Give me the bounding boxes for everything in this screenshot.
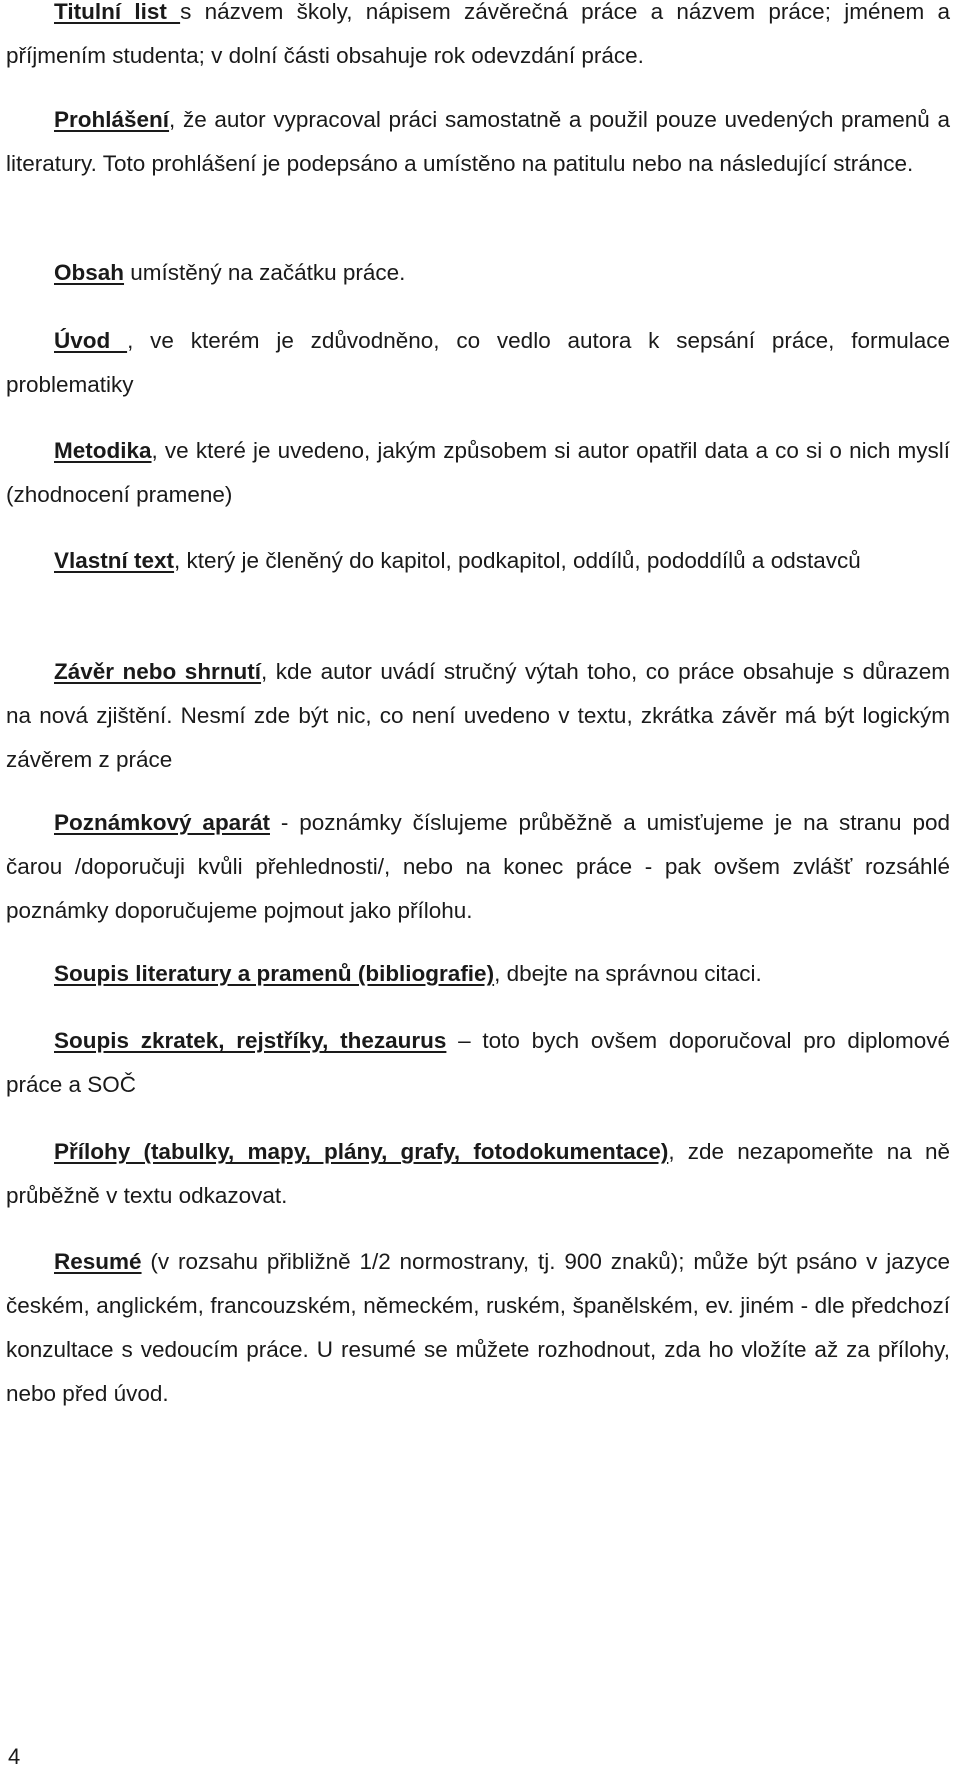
paragraph-vlastni-text bbox=[6, 539, 861, 583]
term-metodika: Metodika bbox=[54, 438, 152, 463]
paragraph-prohlaseni bbox=[6, 98, 950, 186]
term-soupis-literatury: Soupis literatury a pramenů (bibliografie) bbox=[54, 961, 495, 986]
paragraph-text: - poznámky číslujeme průběžně a umisťujeme je na stranu pod čarou /doporučuji kvůli přehlednosti/, nebo na konec práce - pak ovšem zvlášť rozsáhlé poznámky doporučujeme pojmout jako přílohu. bbox=[6, 810, 950, 923]
term-prohlaseni: Prohlášení bbox=[54, 107, 170, 132]
term-poznamkovy-aparat: Poznámkový aparát bbox=[54, 810, 270, 835]
paragraph-prilohy bbox=[6, 1130, 950, 1218]
term-vlastni-text: Vlastní text bbox=[54, 548, 175, 573]
term-titulni-list: Titulní list bbox=[54, 0, 181, 24]
paragraph-soupis-literatury bbox=[6, 952, 762, 996]
term-soupis-zkratek: Soupis zkratek, rejstříky, thezaurus bbox=[54, 1028, 447, 1053]
paragraph-text: , který je členěný do kapitol, podkapitol, oddílů, pododdílů a odstavců bbox=[174, 548, 861, 573]
paragraph-text: s názvem školy, nápisem závěrečná práce a názvem práce; jménem a příjmením studenta; v dolní části obsahuje rok odevzdání práce. bbox=[6, 0, 950, 68]
paragraph-obsah bbox=[6, 251, 405, 295]
paragraph-metodika bbox=[6, 429, 950, 517]
paragraph-text: – toto bych ovšem doporučoval pro diplomové práce a SOČ bbox=[6, 1028, 950, 1097]
paragraph-text: (v rozsahu přibližně 1/2 normostrany, tj. 900 znaků); může být psáno v jazyce českém, anglickém, francouzském, německém, ruském, španělském, ev. jiném - dle předchozí konzultace s vedoucím práce. U resumé se můžete rozhodnout, zda ho vložíte až za přílohy, nebo před úvod. bbox=[6, 1249, 950, 1406]
term-obsah: Obsah bbox=[54, 260, 125, 285]
paragraph-titulni-list bbox=[6, 0, 950, 78]
term-uvod: Úvod bbox=[54, 328, 128, 353]
term-resume: Resumé bbox=[54, 1249, 142, 1274]
paragraph-text: umístěný na začátku práce. bbox=[124, 260, 406, 285]
paragraph-text: , ve které je uvedeno, jakým způsobem si autor opatřil data a co si o nich myslí (zhodnocení pramene) bbox=[6, 438, 950, 507]
paragraph-resume bbox=[6, 1240, 950, 1416]
paragraph-poznamkovy-aparat bbox=[6, 801, 950, 933]
paragraph-zaver bbox=[6, 650, 950, 782]
page-number: 4 bbox=[8, 1744, 21, 1769]
paragraph-text: , že autor vypracoval práci samostatně a použil pouze uvedených pramenů a literatury. Toto prohlášení je podepsáno a umístěno na patitulu nebo na následující stránce. bbox=[6, 107, 950, 176]
paragraph-text: , ve kterém je zdůvodněno, co vedlo autora k sepsání práce, formulace problematiky bbox=[6, 328, 950, 397]
paragraph-text: , dbejte na správnou citaci. bbox=[494, 961, 762, 986]
paragraph-uvod bbox=[6, 319, 950, 407]
term-prilohy: Přílohy (tabulky, mapy, plány, grafy, fotodokumentace) bbox=[54, 1139, 669, 1164]
paragraph-text: , zde nezapomeňte na ně průběžně v textu odkazovat. bbox=[6, 1139, 950, 1208]
term-zaver: Závěr nebo shrnutí bbox=[54, 659, 262, 684]
paragraph-text: , kde autor uvádí stručný výtah toho, co práce obsahuje s důrazem na nová zjištění. Nesmí zde být nic, co není uvedeno v textu, zkrátka závěr má být logickým závěrem z práce bbox=[6, 659, 950, 772]
paragraph-soupis-zkratek bbox=[6, 1019, 950, 1107]
